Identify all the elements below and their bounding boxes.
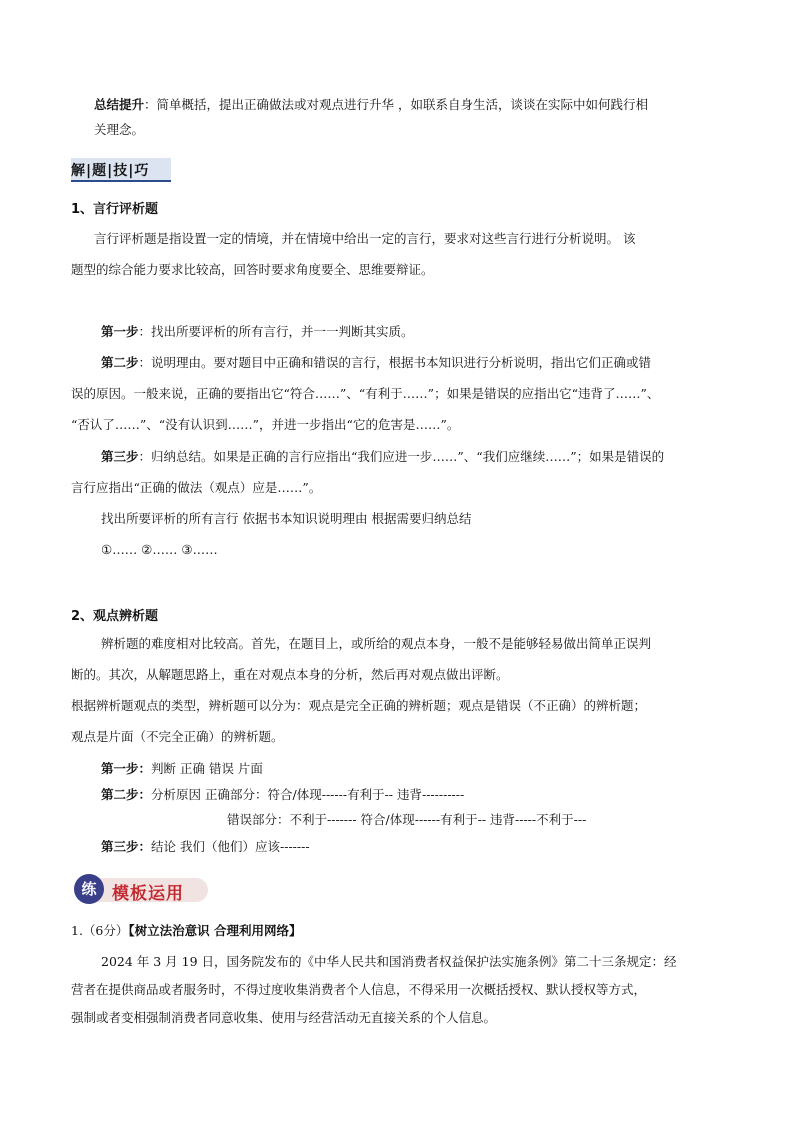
section2-step3 [101, 839, 310, 855]
tips-header-label: 解|题|技|巧 [71, 163, 150, 179]
section2-step2-wrong: 错误部分：不利于------- 符合/体现------有利于-- 违背-----不利于--- [227, 812, 587, 827]
section1-circles: ①…… ②…… ③…… [101, 542, 218, 557]
section2-types-2: 观点是片面（不完全正确）的辨析题。 [71, 729, 284, 744]
question-title: 【树立法治意识 合理利用网络】 [128, 923, 302, 938]
summary-text: ：简单概括，提出正确做法或对观点进行升华 ，如联系自身生活，谈谈在实际中如何践行相 [144, 97, 648, 112]
section1-intro-2: 题型的综合能力要求比较高，回答时要求角度要全、思维要辩证。 [71, 262, 434, 277]
section1-title: 1、言行评析题 [71, 202, 159, 217]
s2-step2-head: 分析原因 [151, 787, 202, 802]
practice-badge-label: 模板运用 [112, 884, 184, 904]
section2-intro-2: 断的。其次，从解题思路上，重在对观点本身的分析，然后再对观点做出评断。 [71, 667, 509, 682]
section1-step3-line2: 言行应指出“正确的做法（观点）应是……”。 [71, 480, 322, 495]
section2-title: 2、观点辨析题 [71, 609, 159, 624]
step3-label: 第三步 [101, 449, 139, 464]
s2-step1-label: 第一步： [101, 761, 152, 776]
s2-step3-text: 我们（他们）应该------- [180, 839, 310, 854]
step2-text: ：说明理由。要对题目中正确和错误的言行，根据书本知识进行分析说明，指出它们正确或错 [138, 355, 652, 370]
section1-flow: 找出所要评析的所有言行 依据书本知识说明理由 根据需要归纳总结 [101, 511, 472, 526]
practice-badge [74, 874, 208, 904]
step2-label: 第二步 [101, 355, 139, 370]
practice-icon: 练 [74, 874, 104, 904]
step1-text: ：找出所要评析的所有言行，并一一判断其实质。 [138, 324, 414, 339]
s2-step3-label: 第三步： [101, 839, 152, 854]
s2-step2-label: 第二步： [101, 787, 152, 802]
summary-label: 总结提升 [94, 97, 145, 112]
section1-intro-1: 言行评析题是指设置一定的情境，并在情境中给出一定的言行，要求对这些言行进行分析说明。 该 [94, 231, 636, 246]
section2-step1 [101, 761, 263, 777]
step3-text: ：归纳总结。如果是正确的言行应指出“我们应进一步……”、“我们应继续……”；如果是错误的 [138, 449, 665, 464]
section1-step1 [101, 324, 414, 340]
s2-step1-text: 判断 正确 错误 片面 [151, 761, 263, 776]
section2-intro-1: 辨析题的难度相对比较高。首先，在题目上，或所给的观点本身，一般不是能够轻易做出简单正误判 [101, 636, 652, 651]
step1-label: 第一步 [101, 324, 139, 339]
question-heading [71, 923, 302, 939]
section1-step2-line3: “否认了……”、“没有认识到……”，并进一步指出“它的危害是……”。 [71, 417, 460, 432]
tips-header [71, 158, 171, 182]
section1-step2 [101, 355, 651, 371]
section1-step2-line2: 误的原因。一般来说，正确的要指出它“符合……”、“有利于……”；如果是错误的应指出它“违背了……”、 [71, 386, 660, 401]
section2-step2 [101, 787, 464, 803]
summary-line-2: 关理念。 [94, 122, 145, 137]
s2-step2-correct: 正确部分：符合/体现------有利于-- 违背---------- [205, 787, 465, 802]
s2-step3-head: 结论 [151, 839, 177, 854]
question-line-2: 营者在提供商品或者服务时，不得过度收集消费者个人信息，不得采用一次概括授权、默认授权等方式， [71, 982, 647, 997]
section2-types-1: 根据辨析题观点的类型，辨析题可以分为：观点是完全正确的辨析题；观点是错误（不正确）的辨析题； [71, 698, 647, 713]
question-line-3: 强制或者变相强制消费者同意收集、使用与经营活动无直接关系的个人信息。 [71, 1010, 497, 1025]
question-number: 1.（6分） [71, 923, 129, 938]
section1-step3 [101, 449, 664, 465]
summary-line-1 [94, 97, 648, 113]
question-line-1: 2024 年 3 月 19 日，国务院发布的《中华人民共和国消费者权益保护法实施条例》第二十三条规定：经 [101, 954, 677, 969]
